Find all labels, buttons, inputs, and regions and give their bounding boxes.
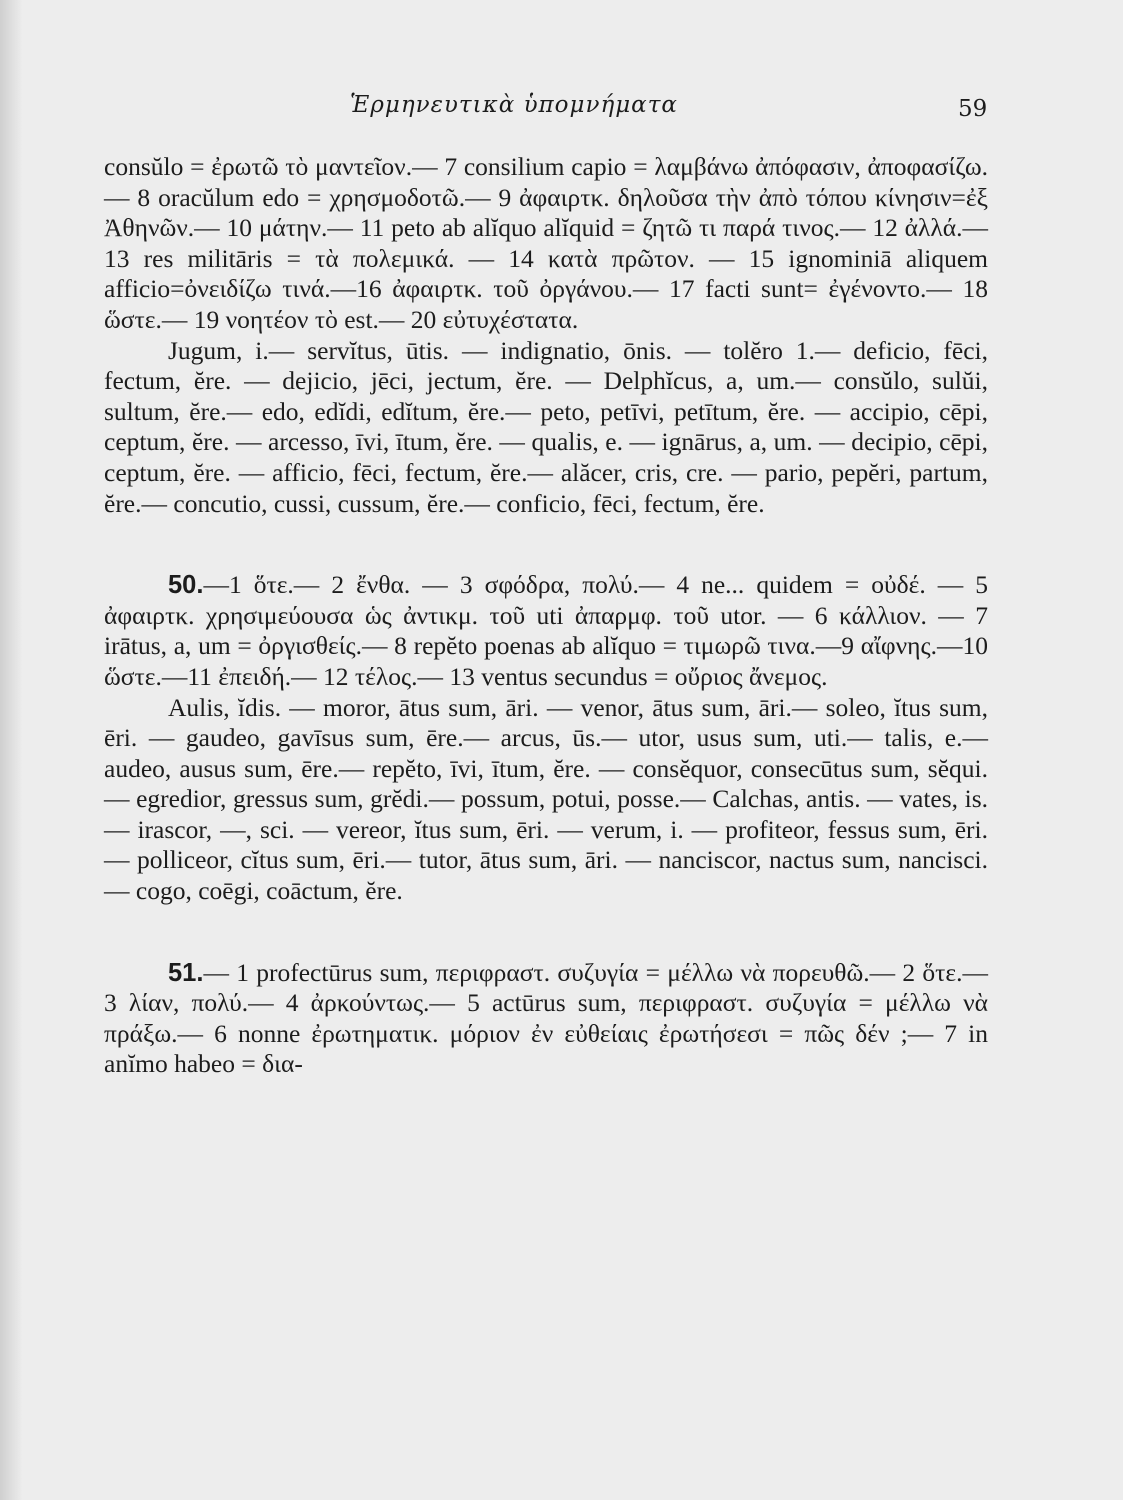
paragraph-word-list-50: Aulis, ĭdis. — moror, ātus sum, āri. — venor, ātus sum, āri.— soleo, ĭtus sum, ēri. — gaudeo, gavīsus sum, ēre.— arcus, ūs.— utor, usus sum, uti.— talis, e.— audeo, ausus sum, ēre.— repĕto, īvi, ītum, ĕre. — consĕquor, consecūtus sum, sĕqui. — egredior, gressus sum, grĕdi.— possum, potui, posse.— Calchas, antis. — vates, is. — irascor, —, sci. — vereor, ĭtus sum, ēri. — verum, i. — profiteor, fessus sum, ēri. — polliceor, cĭtus sum, ēri.— tutor, ātus sum, āri. — nanciscor, nactus sum, nancisci. — cogo, coēgi, coāctum, ĕre. [104, 692, 988, 906]
page-body [104, 152, 988, 1080]
page-gutter-shadow [0, 0, 22, 1500]
running-title: Ἑρμηνευτικὰ ὑπομνήματα [350, 92, 678, 118]
section-51-text: — 1 profectūrus sum, περιφραστ. συζυγία = μέλλω νὰ πορευθῶ.— 2 ὅτε.— 3 λίαν, πολύ.— 4 ἀρκούντως.— 5 actūrus sum, περιφραστ. συζυγία = μέλλω νὰ πράξω.— 6 nonne ἐρωτηματικ. μόριον ἐν εὐθείαις ἐρωτήσεσι = πῶς δέν ;— 7 in anĭmo habeo = δια- [104, 957, 988, 1079]
section-number-51: 51. [168, 958, 204, 987]
paragraph-vocabulary-notes-49: consŭlo = ἐρωτῶ τὸ μαντεῖον.— 7 consilium capio = λαμβάνω ἀπόφασιν, ἀποφασίζω.— 8 oracŭlum edo = χρησμοδοτῶ.— 9 ἀφαιρτκ. δηλοῦσα τὴν ἀπὸ τόπου κίνησιν=ἐξ Ἀθηνῶν.— 10 μάτην.— 11 peto ab alĭquo alĭquid = ζητῶ τι παρά τινος.— 12 ἀλλά.— 13 res militāris = τὰ πολεμικά. — 14 κατὰ πρῶτον. — 15 ignominiā aliquem afficio=ὀνειδίζω τινά.—16 ἀφαιρτκ. τοῦ ὀργάνου.— 17 facti sunt= ἐγένοντο.— 18 ὥστε.— 19 νοητέον τὸ est.— 20 εὐτυχέστατα. [104, 152, 988, 334]
section-number-50: 50. [168, 571, 204, 600]
section-51 [104, 958, 988, 1080]
section-50-text: —1 ὅτε.— 2 ἔνθα. — 3 σφόδρα, πολύ.— 4 ne... quidem = οὐδέ. — 5 ἀφαιρτκ. χρησιμεύουσα ὡς ἀντικμ. τοῦ uti ἀπαρμφ. τοῦ utor. — 6 κάλλιον. — 7 irātus, a, um = ὀργισθείς.— 8 repĕto poenas ab alĭquo = τιμωρῶ τινα.—9 αἴφνης.—10 ὥστε.—11 ἐπειδή.— 12 τέλος.— 13 ventus secundus = οὔριος ἄνεμος. [104, 570, 988, 691]
paragraph-word-list-49: Jugum, i.— servĭtus, ūtis. — indignatio, ōnis. — tolĕro 1.— deficio, fēci, fectum, ĕre. — dejicio, jēci, jectum, ĕre. — Delphĭcus, a, um.— consŭlo, sulŭi, sultum, ĕre.— edo, edĭdi, edĭtum, ĕre.— peto, petīvi, petītum, ĕre. — accipio, cēpi, ceptum, ĕre. — arcesso, īvi, ītum, ĕre. — qualis, e. — ignārus, a, um. — decipio, cēpi, ceptum, ĕre. — afficio, fēci, fectum, ĕre.— alăcer, cris, cre. — pario, pepĕri, partum, ĕre.— concutio, cussi, cussum, ĕre.— conficio, fēci, fectum, ĕre. [104, 335, 988, 518]
page-number: 59 [958, 96, 988, 122]
page-header [0, 92, 1123, 132]
section-50 [104, 570, 988, 692]
